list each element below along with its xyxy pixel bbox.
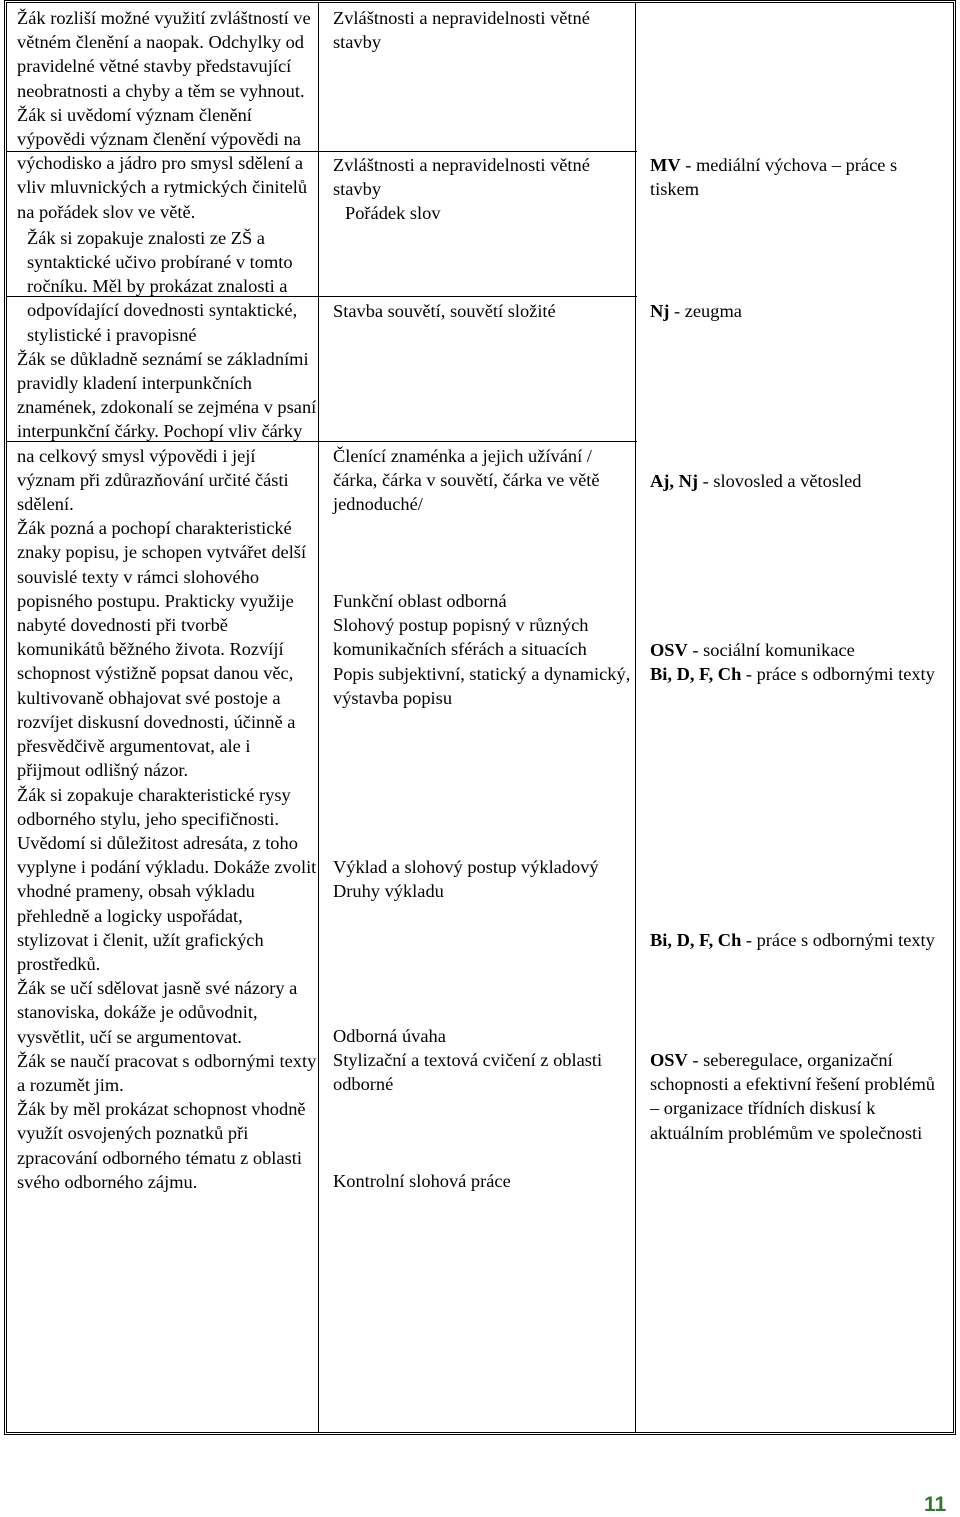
crosscurricular-bi2 — [650, 928, 940, 952]
code-osv2: OSV — [650, 1050, 688, 1070]
code-mv: MV — [650, 155, 681, 175]
code-ajnj: Aj, Nj — [650, 471, 699, 491]
crosscurricular-bi1 — [650, 662, 940, 686]
crosscurricular-mv — [650, 153, 940, 201]
text-bi1: - práce s odbornými texty — [741, 664, 935, 685]
text-ajnj: - slovosled a větosled — [698, 471, 862, 491]
topic-technical-essay: Odborná úvaha — [333, 1026, 446, 1046]
right-osv2 — [650, 1048, 940, 1145]
topic-stylization-exercises: Stylizační a textová cvičení z oblasti odborné — [333, 1050, 603, 1095]
outcome-technical-topic: Žák by měl prokázat schopnost vhodně využít osvojených poznatků při zpracování odborného tématu z oblasti svého odborného zájmu. — [17, 1099, 306, 1192]
right-nj — [650, 299, 940, 323]
outcome-sentence-structure: Žák rozliší možné využití zvláštností ve větném členění a naopak. Odchylky od pravidelné větné stavby představující neobratnosti a chyby a těm se vyhnout. — [17, 8, 311, 101]
column-divider-1 — [318, 3, 319, 1432]
middle-row-2 — [333, 153, 633, 226]
middle-row-3 — [333, 299, 633, 323]
outcome-punctuation: Žák se důkladně seznámí se základními pravidly kladení interpunkčních znamének, zdokonalí se zejména v psaní interpunkční čárky. Pochopí vliv čárky na celkový smysl výpovědi i její význam při zdůrazňování určité části sdělení. — [17, 348, 317, 515]
outcome-expository-style: Žák si zopakuje charakteristické rysy odborného stylu, jeho specifičnosti. Uvědomí si důležitost adresáta, z toho vyplyne i podání výkladu. Dokáže zvolit vhodné prameny, obsah výkladu přehledně a logicky uspořádat, stylizovat i členit, užít grafických prostředků. — [17, 784, 317, 974]
middle-row-4 — [333, 444, 633, 517]
text-osv1: - sociální komunikace — [687, 640, 855, 660]
topic-control-work: Kontrolní slohová práce — [333, 1171, 511, 1191]
outcome-syntax-review: Žák si zopakuje znalosti ze ZŠ a syntaktické učivo probírané v tomto ročníku. Měl by prokázat znalosti a odpovídající dovednosti syntaktické, stylistické i pravopisné — [27, 227, 298, 345]
topic-punctuation: Členící znaménka a jejich užívání /čárka, čárka v souvětí, čárka ve větě jednoduché/ — [333, 446, 600, 515]
middle-row-1 — [333, 6, 633, 54]
left-column — [17, 6, 317, 1194]
topic-exposition: Výklad a slohový postup výkladový — [333, 857, 599, 877]
crosscurricular-nj — [650, 299, 940, 323]
right-osv1 — [650, 638, 940, 686]
right-bi2 — [650, 928, 940, 952]
topic-description-types: Popis subjektivní, statický a dynamický, výstavba popisu — [333, 663, 631, 708]
topic-sentence-irregularities-2: Zvláštnosti a nepravidelnosti větné stavby — [333, 155, 590, 200]
code-nj: Nj — [650, 301, 670, 321]
text-bi2: - práce s odbornými texty — [741, 930, 935, 950]
crosscurricular-osv2 — [650, 1048, 940, 1145]
middle-essay — [333, 1024, 633, 1097]
topic-sentence-irregularities: Zvláštnosti a nepravidelnosti větné stavby — [333, 8, 590, 53]
topic-word-order: Pořádek slov — [345, 203, 441, 224]
code-bi2: Bi, D, F, Ch — [650, 930, 742, 950]
right-mv — [650, 153, 940, 201]
middle-exposition — [333, 855, 633, 903]
outcome-technical-texts: Žák se naučí pracovat s odbornými texty a rozumět jim. — [17, 1050, 317, 1095]
text-mv: - mediální výchova – práce s tiskem — [650, 155, 898, 200]
topic-compound-sentences: Stavba souvětí, souvětí složité — [333, 301, 556, 321]
outcome-argumentation: Žák se učí sdělovat jasně své názory a stanoviska, dokáže je odůvodnit, vysvětlit, učí se argumentovat. — [17, 978, 298, 1047]
code-bi1: Bi, D, F, Ch — [650, 664, 742, 685]
crosscurricular-osv1 — [650, 638, 940, 662]
crosscurricular-ajnj — [650, 469, 940, 493]
outcome-word-order: Žák si uvědomí význam členění výpovědi význam členění výpovědi na východisko a jádro pro smysl sdělení a vliv mluvnických a rytmických činitelů na pořádek slov ve větě. — [17, 104, 308, 222]
outcome-description: Žák pozná a pochopí charakteristické znaky popisu, je schopen vytvářet delší souvislé texty v rámci slohového popisného postupu. Prakticky využije nabyté dovednosti při tvorbě komunikátů běžného života. Rozvíjí schopnost výstižně popsat danou věc, kultivovaně obhajovat své postoje a rozvíjet diskusní dovednosti, účinně a přesvědčivě argumentovat, ale i přijmout odlišný názor. — [17, 518, 307, 781]
topic-functional-area: Funkční oblast odborná — [333, 591, 507, 611]
topic-exposition-types: Druhy výkladu — [333, 881, 444, 902]
column-divider-2 — [635, 3, 636, 1432]
page-number: 11 — [924, 1493, 947, 1516]
topic-descriptive-method: Slohový postup popisný v různých komunikačních sférách a situacích — [333, 615, 589, 660]
right-ajnj — [650, 469, 940, 493]
middle-test — [333, 1169, 633, 1193]
text-nj: - zeugma — [669, 301, 742, 321]
text-osv2: - seberegulace, organizační schopnosti a efektivní řešení problémů – organizace třídních diskusí k aktuálním problémům ve společnosti — [650, 1050, 935, 1143]
code-osv1: OSV — [650, 640, 688, 660]
middle-functional-style — [333, 589, 633, 710]
